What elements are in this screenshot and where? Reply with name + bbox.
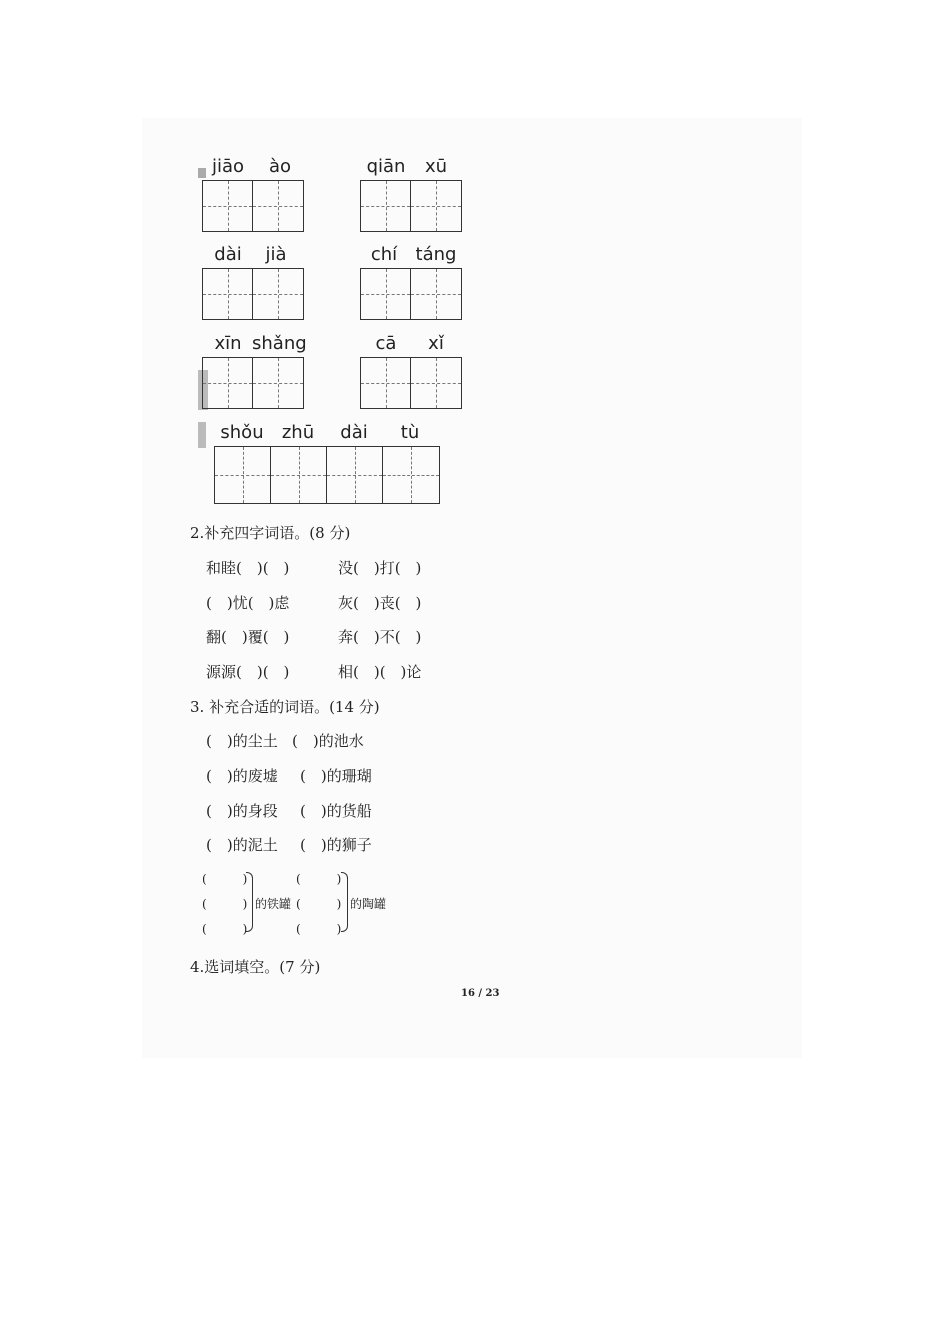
pinyin-syllable: jià (265, 244, 287, 265)
pinyin-syllable: tù (400, 422, 420, 443)
pinyin-syllable: xīn (214, 333, 242, 354)
grid-cell[interactable] (411, 181, 461, 231)
brace-blank[interactable]: ( ) (296, 922, 342, 936)
pinyin-syllable: shǒu (220, 422, 264, 443)
pinyin-syllable: shǎng (252, 333, 307, 354)
pinyin-syllable: táng (415, 244, 457, 265)
pinyin-syllable: dài (340, 422, 368, 443)
pinyin-syllable: xǐ (428, 333, 444, 354)
grid-cell[interactable] (361, 358, 411, 408)
section-2-heading: 2.补充四字词语。(8 分) (190, 524, 351, 542)
grid-cell[interactable] (203, 181, 253, 231)
grid-cell[interactable] (361, 269, 411, 319)
idiom-blank[interactable]: 源源( )( ) (206, 663, 290, 681)
brace-label: 的陶罐 (350, 897, 387, 911)
pinyin-syllable: dài (214, 244, 242, 265)
grid-cell[interactable] (411, 269, 461, 319)
phrase-blank[interactable]: ( )的泥土 (206, 836, 278, 854)
writing-grid[interactable] (214, 446, 440, 504)
brace-blank[interactable]: ( ) (296, 897, 342, 911)
pinyin-syllable: chí (370, 244, 398, 265)
pinyin-syllable: ào (268, 156, 292, 177)
phrase-blank[interactable]: ( )的身段 (206, 802, 278, 820)
grid-cell[interactable] (253, 181, 303, 231)
pinyin-syllable: zhū (281, 422, 315, 443)
grid-cell[interactable] (411, 358, 461, 408)
phrase-blank[interactable]: ( )的尘土 (206, 732, 278, 750)
idiom-blank[interactable]: 奔( )不( ) (338, 628, 422, 646)
brace-blank[interactable]: ( ) (202, 922, 248, 936)
idiom-blank[interactable]: ( )忧( )虑 (206, 594, 290, 612)
writing-grid[interactable] (202, 180, 304, 232)
phrase-blank[interactable]: ( )的货船 (300, 802, 372, 820)
pinyin-syllable: jiāo (211, 156, 245, 177)
brace-blank[interactable]: ( ) (202, 872, 248, 886)
idiom-blank[interactable]: 和睦( )( ) (206, 559, 290, 577)
brace-label: 的铁罐 (255, 897, 292, 911)
grid-cell[interactable] (271, 447, 327, 503)
left-brace (246, 872, 253, 932)
grid-cell[interactable] (203, 269, 253, 319)
grid-cell[interactable] (383, 447, 439, 503)
writing-grid[interactable] (360, 180, 462, 232)
side-margin-mark (198, 422, 206, 448)
grid-cell[interactable] (361, 181, 411, 231)
pinyin-syllable: qiān (366, 156, 406, 177)
section-3-heading: 3. 补充合适的词语。(14 分) (190, 698, 380, 716)
idiom-blank[interactable]: 相( )( )论 (338, 663, 422, 681)
grid-cell[interactable] (215, 447, 271, 503)
writing-grid[interactable] (202, 357, 304, 409)
grid-cell[interactable] (253, 269, 303, 319)
side-margin-mark (198, 168, 206, 178)
section-4-heading: 4.选词填空。(7 分) (190, 958, 321, 976)
idiom-blank[interactable]: 翻( )覆( ) (206, 628, 290, 646)
writing-grid[interactable] (360, 357, 462, 409)
grid-cell[interactable] (327, 447, 383, 503)
phrase-blank[interactable]: ( )的珊瑚 (300, 767, 372, 785)
idiom-blank[interactable]: 没( )打( ) (338, 559, 422, 577)
grid-cell[interactable] (203, 358, 253, 408)
idiom-blank[interactable]: 灰( )丧( ) (338, 594, 422, 612)
brace-blank[interactable]: ( ) (296, 872, 342, 886)
writing-grid[interactable] (360, 268, 462, 320)
grid-cell[interactable] (253, 358, 303, 408)
brace-blank[interactable]: ( ) (202, 897, 248, 911)
page-number: 16 / 23 (461, 988, 500, 999)
phrase-blank[interactable]: ( )的狮子 (300, 836, 372, 854)
pinyin-syllable: cā (375, 333, 397, 354)
writing-grid[interactable] (202, 268, 304, 320)
pinyin-syllable: xū (424, 156, 448, 177)
phrase-blank[interactable]: ( )的池水 (292, 732, 364, 750)
right-brace (341, 872, 348, 932)
phrase-blank[interactable]: ( )的废墟 (206, 767, 278, 785)
